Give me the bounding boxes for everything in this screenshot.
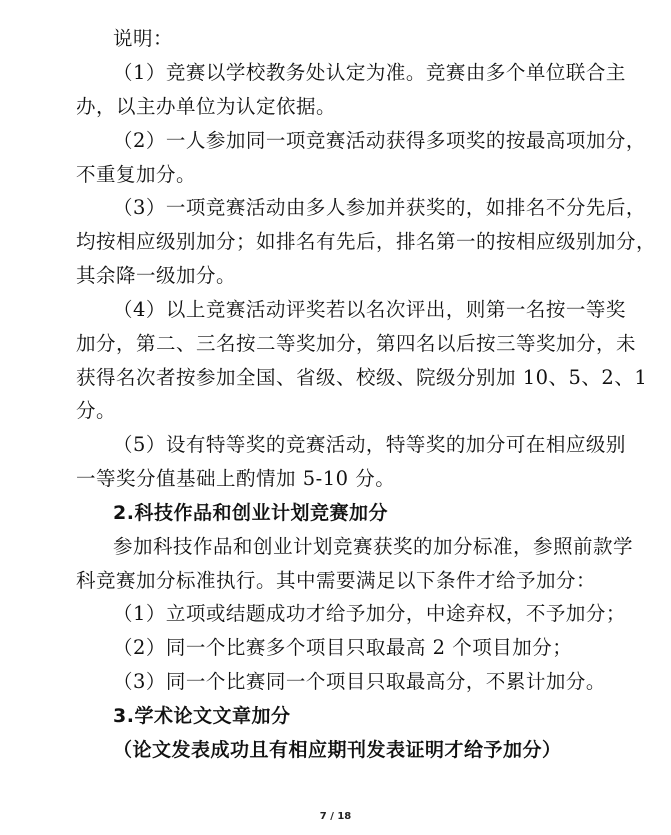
paragraph-line: 均按相应级别加分；如排名有先后，排名第一的按相应级别加分， [76, 230, 657, 253]
section-subheading: （论文发表成功且有相应期刊发表证明才给予加分） [113, 739, 562, 761]
paragraph-line: 不重复加分。 [76, 163, 197, 186]
paragraph-line: （4）以上竞赛活动评奖若以名次评出，则第一名按一等奖 [113, 298, 626, 321]
paragraph-line: （1）立项或结题成功才给予加分，中途弃权，不予加分； [113, 602, 626, 625]
paragraph-line: （2）一人参加同一项竞赛活动获得多项奖的按最高项加分， [113, 129, 646, 152]
paragraph-line: （5）设有特等奖的竞赛活动，特等奖的加分可在相应级别 [113, 433, 626, 456]
page-number: 7 / 18 [319, 811, 352, 822]
section-heading: 2.科技作品和创业计划竞赛加分 [113, 502, 388, 524]
note-heading: 说明： [113, 27, 174, 50]
paragraph-line: 加分，第二、三名按二等奖加分，第四名以后按三等奖加分，未 [76, 332, 637, 355]
paragraph-line: 其余降一级加分。 [76, 264, 237, 287]
paragraph-line: （2）同一个比赛多个项目只取最高 2 个项目加分； [113, 636, 573, 659]
paragraph-line: （1）竞赛以学校教务处认定为准。竞赛由多个单位联合主 [113, 61, 626, 84]
paragraph-line: （3）一项竞赛活动由多人参加并获奖的，如排名不分先后， [113, 196, 646, 219]
paragraph-line: 分。 [76, 399, 117, 422]
section-heading: 3.学术论文文章加分 [113, 705, 291, 727]
paragraph-line: 参加科技作品和创业计划竞赛获奖的加分标准，参照前款学 [113, 535, 634, 558]
paragraph-line: 一等奖分值基础上酌情加 5-10 分。 [76, 467, 396, 490]
paragraph-line: 科竞赛加分标准执行。其中需要满足以下条件才给予加分： [76, 569, 597, 592]
paragraph-line: （3）同一个比赛同一个项目只取最高分，不累计加分。 [113, 670, 606, 693]
paragraph-line: 办，以主办单位为认定依据。 [76, 95, 337, 118]
paragraph-line: 获得名次者按参加全国、省级、校级、院级分别加 10、5、2、1 [76, 366, 648, 389]
